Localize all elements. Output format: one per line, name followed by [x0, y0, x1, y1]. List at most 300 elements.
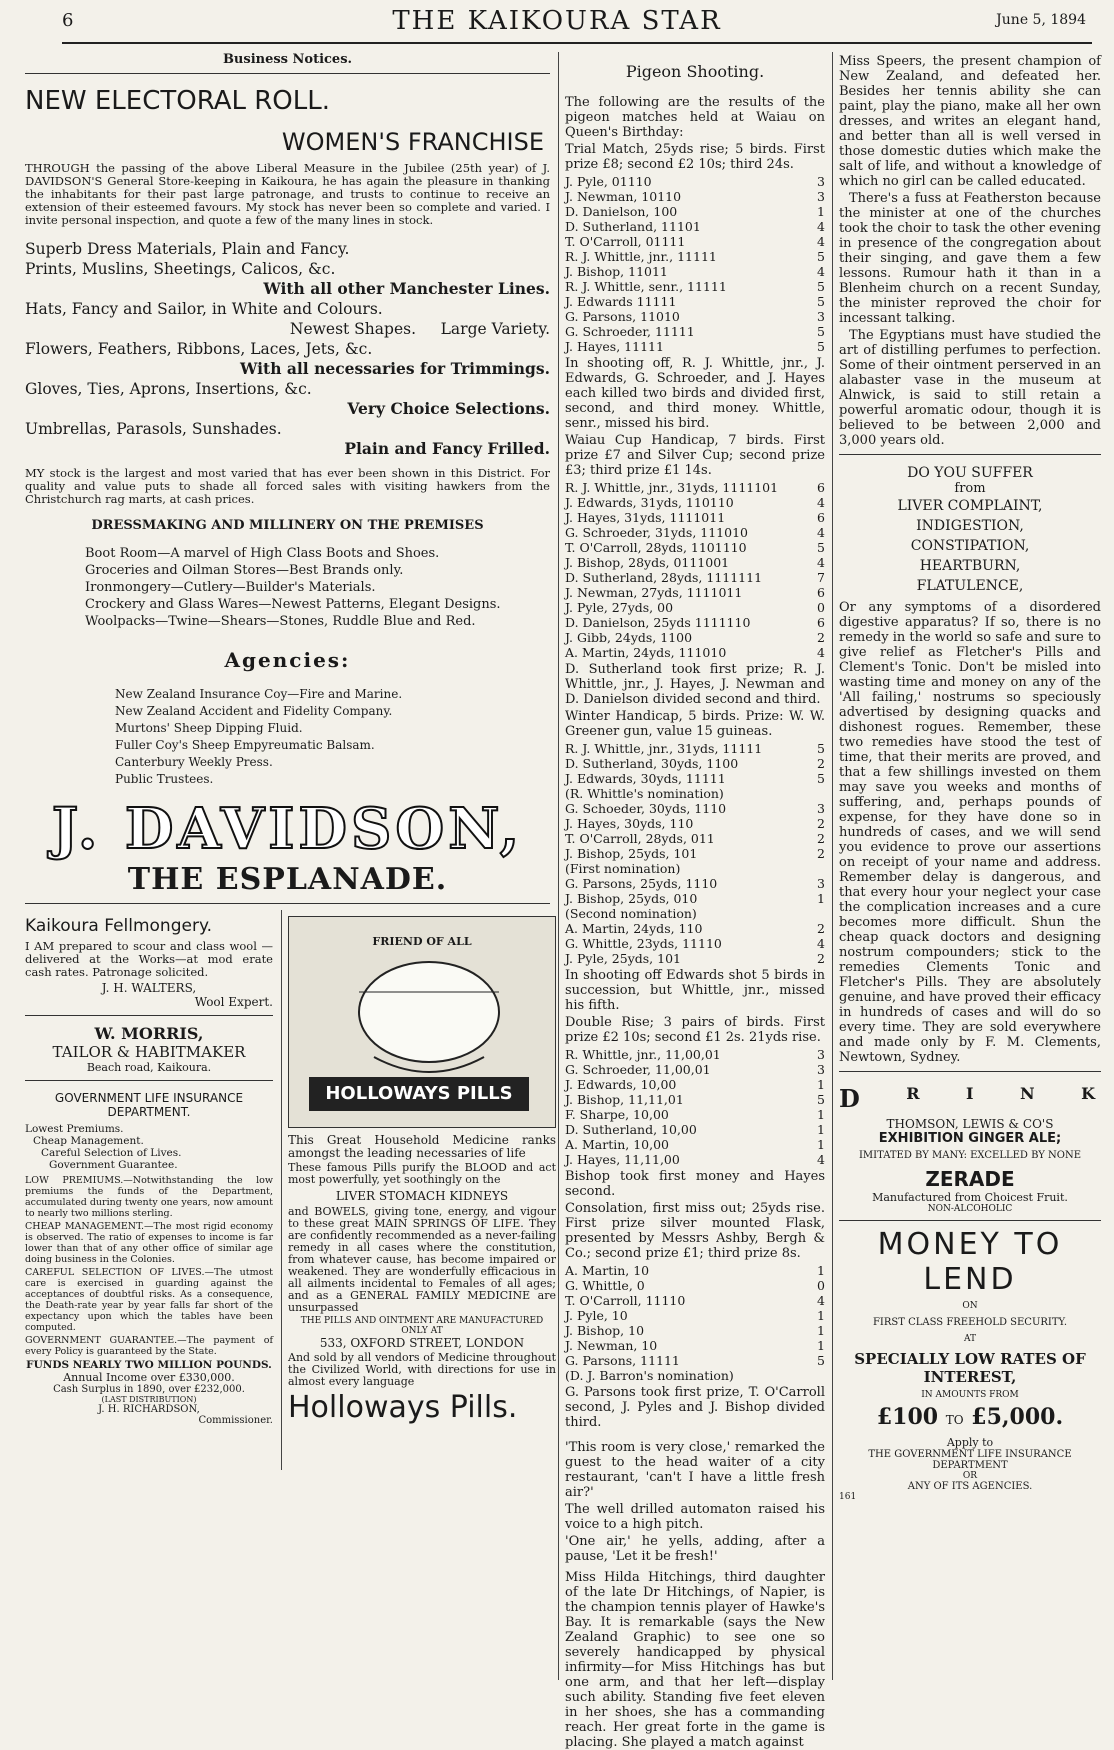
zerade-heading: ZERADE	[925, 1167, 1015, 1191]
result-row	[565, 294, 825, 309]
result-row	[565, 1077, 825, 1092]
result-entry: J. Bishop, 10	[565, 1323, 645, 1338]
imitated-note: IMITATED BY MANY: EXCELLED BY NONE	[858, 1150, 1082, 1161]
result-entry: R. J. Whittle, jnr., 11111	[565, 249, 717, 264]
result-entry: G. Parsons, 11010	[565, 309, 680, 324]
department-item: Woolpacks—Twine—Shears—Stones, Ruddle Blue and Red.	[85, 614, 476, 629]
result-row	[565, 906, 825, 921]
suffer-from: from	[954, 481, 986, 496]
divider	[25, 73, 550, 74]
winter-results	[565, 741, 825, 966]
result-entry: D. Sutherland, 28yds, 1111111	[565, 570, 763, 585]
ailment-item: LIVER COMPLAINT,	[897, 498, 1043, 514]
result-entry: T. O'Carroll, 01111	[565, 234, 686, 249]
gov-surplus-note: (LAST DISTRIBUTION)	[101, 1395, 197, 1404]
suffer-heading: DO YOU SUFFER	[907, 465, 1033, 481]
drink-letter: R	[906, 1084, 920, 1103]
holloway-vendors: And sold by all vendors of Medicine throughout the Civilized World, with directions for use in almost every language	[288, 1351, 556, 1388]
apply-to: Apply to	[946, 1436, 994, 1449]
gov-feature: Careful Selection of Lives.	[41, 1147, 182, 1159]
result-row	[565, 1263, 825, 1278]
result-row	[565, 1152, 825, 1167]
cup-note: D. Sutherland took first prize; R. J. Whittle, jnr., J. Hayes, J. Newman and D. Danielson divided second and third.	[565, 662, 825, 707]
result-row	[565, 1062, 825, 1077]
amount-max: £5,000.	[971, 1404, 1064, 1430]
result-entry: R. J. Whittle, jnr., 31yds, 11111	[565, 741, 763, 756]
result-score: 6	[817, 615, 825, 630]
result-score	[813, 1368, 825, 1383]
result-entry: J. Bishop, 25yds, 101	[565, 846, 698, 861]
anecdote-paragraph: The well drilled automaton raised his voice to a high pitch.	[565, 1502, 825, 1532]
lower-left-ads	[25, 910, 273, 1426]
stock-line: With all necessaries for Trimmings.	[240, 359, 550, 378]
result-row	[565, 771, 825, 786]
result-row	[565, 801, 825, 816]
amount-to: TO	[945, 1413, 964, 1427]
department-item: Ironmongery—Cutlery—Builder's Materials.	[85, 580, 376, 595]
result-row	[565, 1353, 825, 1368]
result-score: 3	[817, 189, 825, 204]
stock-line: Newest Shapes. Large Variety.	[289, 320, 550, 338]
result-row	[565, 891, 825, 906]
morris-heading: W. MORRIS,	[94, 1024, 204, 1043]
result-entry: J. Newman, 10	[565, 1338, 658, 1353]
result-score: 5	[817, 1092, 825, 1107]
stock-line: Superb Dress Materials, Plain and Fancy.	[25, 240, 350, 258]
result-score: 0	[817, 1278, 825, 1293]
result-entry: F. Sharpe, 10,00	[565, 1107, 669, 1122]
result-score: 1	[817, 1323, 825, 1338]
result-score: 4	[817, 219, 825, 234]
divider	[839, 1220, 1101, 1221]
pigeon-heading: Pigeon Shooting.	[625, 62, 765, 81]
gov-commissioner-title: Commissioner.	[198, 1415, 273, 1426]
double-note: Bishop took first money and Hayes second.	[565, 1169, 825, 1199]
result-row	[565, 279, 825, 294]
result-score: 2	[817, 951, 825, 966]
result-row	[565, 540, 825, 555]
result-entry: J. Hayes, 11111	[565, 339, 664, 354]
result-score: 4	[817, 264, 825, 279]
result-score: 2	[817, 846, 825, 861]
result-row	[565, 204, 825, 219]
result-entry: D. Sutherland, 11101	[565, 219, 701, 234]
result-entry: J. Hayes, 11,11,00	[565, 1152, 680, 1167]
agency-item: New Zealand Accident and Fidelity Company.	[115, 704, 393, 718]
gov-feature: Government Guarantee.	[49, 1159, 178, 1171]
result-row	[565, 630, 825, 645]
result-score: 0	[817, 600, 825, 615]
result-entry: J. Pyle, 10	[565, 1308, 628, 1323]
agency-item: Fuller Coy's Sheep Empyreumatic Balsam.	[115, 738, 375, 752]
featherston-paragraph: There's a fuss at Featherston because the minister at one of the churches took the choir to task the other evening in presence of the congregation about their singing, and gave them a few lessons. Rumour hath it than in a Blenheim church on a recent Sunday, the minister reproved the choir for incessant talking.	[839, 191, 1101, 326]
result-row	[565, 1092, 825, 1107]
davidson-intro: THROUGH the passing of the above Liberal Measure in the Jubilee (25th year) of J. DAVIDSON'S General Store-keeping in Kaikoura, he has again the pleasure in thanking the inhabitants for their past large patronage, and trusts to continue to receive an extension of their esteemed favours. My stock has never been so complete and varied. I invite personal inspection, and quote a few of the many lines in stock.	[25, 161, 550, 227]
news-and-ads-column	[832, 52, 1101, 1680]
result-row	[565, 1293, 825, 1308]
result-row	[565, 816, 825, 831]
result-row	[565, 936, 825, 951]
result-entry: R. Whittle, jnr., 11,00,01	[565, 1047, 721, 1062]
result-entry: G. Schroeder, 11,00,01	[565, 1062, 711, 1077]
result-row	[565, 234, 825, 249]
ailment-item: HEARTBURN,	[919, 558, 1021, 574]
result-entry: A. Martin, 24yds, 110	[565, 921, 703, 936]
divider	[25, 1015, 273, 1016]
lower-ads	[25, 910, 556, 1470]
holloway-address: 533, OXFORD STREET, LONDON	[319, 1336, 525, 1350]
agencies-list	[115, 686, 550, 788]
holloway-illustration	[288, 916, 556, 1128]
result-row	[565, 249, 825, 264]
result-row	[565, 480, 825, 495]
result-row	[565, 786, 825, 801]
result-entry: J. Hayes, 30yds, 110	[565, 816, 694, 831]
result-entry: J. Bishop, 11011	[565, 264, 668, 279]
fellmongery-title: Wool Expert.	[194, 995, 273, 1009]
result-entry: G. Whittle, 23yds, 11110	[565, 936, 722, 951]
clements-text: Or any symptoms of a disordered digestive apparatus? If so, there is no remedy in the world so safe and sure to give relief as Fletcher's Pills and Clement's Tonic. Don't be misled into wasting time and money on any of the 'All failing,' nostrums so speciously advertised by designing quacks and dishonest rogues. Remember, these two remedies have stood the test of time, that their merits are proved, and that a few shillings invested on them may save you weeks and months of suffering, and, perhaps pounds of expense, for they have done so in hundreds of cases, and we will send you evidence to prove our assertions on receipt of your name and address. Remember delay is dangerous, and that every hour your neglect your case the complication increases and a cure becomes more difficult. Shun the cheap quack doctors and designing nostrum compounders; stick to the remedies Clements Tonic and Fletcher's Pills. They are absolutely genuine, and have proved their efficacy in hundreds of cases and will do so every time. They are sold everywhere and made only by F. M. Clements, Newtown, Sydney.	[839, 600, 1101, 1065]
result-row	[565, 1122, 825, 1137]
result-entry: (Second nomination)	[565, 906, 697, 921]
result-score: 4	[817, 1293, 825, 1308]
result-score: 5	[817, 771, 825, 786]
result-score: 2	[817, 630, 825, 645]
gov-department: DEPARTMENT	[932, 1460, 1008, 1471]
result-entry: J. Pyle, 27yds, 00	[565, 600, 674, 615]
stock-lines	[25, 239, 550, 459]
result-row	[565, 219, 825, 234]
result-entry: A. Martin, 10	[565, 1263, 650, 1278]
result-score: 4	[817, 234, 825, 249]
result-row	[565, 495, 825, 510]
gov-insurance-name: THE GOVERNMENT LIFE INSURANCE	[868, 1449, 1072, 1460]
cup-heading: Waiau Cup Handicap, 7 birds. First prize £7 and Silver Cup; second prize £3; third prize £1 14s.	[565, 433, 825, 478]
department-item: Crockery and Glass Wares—Newest Patterns, Elegant Designs.	[85, 597, 501, 612]
result-entry: G. Parsons, 11111	[565, 1353, 680, 1368]
result-row	[565, 525, 825, 540]
money-on: ON	[962, 1301, 978, 1311]
zerade-fruit: Manufactured from Choicest Fruit.	[872, 1191, 1068, 1204]
agency-item: Public Trustees.	[115, 772, 214, 786]
gov-funds: FUNDS NEARLY TWO MILLION POUNDS.	[26, 1359, 272, 1371]
result-entry: R. J. Whittle, jnr., 31yds, 1111101	[565, 480, 779, 495]
result-score: 4	[817, 936, 825, 951]
friend-of-all-text: FRIEND OF ALL	[372, 935, 472, 948]
agencies-heading: Agencies:	[224, 648, 351, 672]
fellmongery-text: I AM prepared to scour and class wool —delivered at the Works—at mod erate cash rates. Patronage solicited.	[25, 939, 273, 979]
result-row	[565, 555, 825, 570]
result-score: 4	[817, 495, 825, 510]
interest: INTEREST,	[923, 1368, 1017, 1386]
agency-item: Murtons' Sheep Dipping Fluid.	[115, 721, 303, 735]
ailments-list	[839, 496, 1101, 596]
amount-range	[839, 1404, 1101, 1430]
dressmaking-heading: DRESSMAKING AND MILLINERY ON THE PREMISES	[91, 518, 484, 533]
stock-line: Gloves, Ties, Aprons, Insertions, &c.	[25, 380, 312, 398]
divider	[839, 1071, 1101, 1072]
stock-line: Prints, Muslins, Sheetings, Calicos, &c.	[25, 260, 336, 278]
result-score: 3	[817, 1062, 825, 1077]
holloway-ad	[281, 910, 556, 1470]
result-score: 3	[817, 309, 825, 324]
davidson-logo: J. DAVIDSON,	[51, 796, 524, 862]
result-row	[565, 189, 825, 204]
drink-letter: N	[1020, 1084, 1035, 1103]
pigeon-shooting-column	[558, 52, 825, 1750]
egyptians-paragraph: The Egyptians must have studied the art of distilling perfumes to perfection. Some of their ointment perserved in an alabaster vase in the museum at Alnwick, is said to still retain a powerful aromatic odour, though it is believed to be between 2,000 and 3,000 years old.	[839, 328, 1101, 448]
result-row	[565, 309, 825, 324]
result-entry: J. Pyle, 01110	[565, 174, 652, 189]
result-score: 1	[817, 1338, 825, 1353]
result-row	[565, 615, 825, 630]
result-score: 5	[817, 294, 825, 309]
trial-match-heading: Trial Match, 25yds rise; 5 birds. First prize £8; second £2 10s; third 24s.	[565, 142, 825, 172]
holloway-footer: Holloways Pills.	[288, 1390, 518, 1425]
footer-number: 161	[839, 1492, 857, 1502]
business-notices-heading: Business Notices.	[222, 52, 353, 67]
result-score: 4	[817, 1152, 825, 1167]
trial-note: In shooting off, R. J. Whittle, jnr., J. Edwards, G. Schroeder, and J. Hayes each killed two birds and divided first, second, and third money. Whittle, senr., missed his bird.	[565, 356, 825, 431]
result-row	[565, 1278, 825, 1293]
holloway-text: and BOWELS, giving tone, energy, and vigour to these great MAIN SPRINGS OF LIFE. They are confidently recommended as a never-failing remedy in all cases where the constitution, from whatever cause, has become impaired or weakened. They are wonderfully efficacious in all ailments incidental to Females of all ages; and as a GENERAL FAMILY MEDICINE are unsurpassed	[288, 1205, 556, 1314]
result-row	[565, 861, 825, 876]
result-score: 1	[817, 1107, 825, 1122]
result-entry: T. O'Carroll, 11110	[565, 1293, 686, 1308]
result-entry: (D. J. Barron's nomination)	[565, 1368, 734, 1383]
result-score: 5	[817, 279, 825, 294]
advertisements-column	[25, 52, 556, 1680]
result-score: 5	[817, 741, 825, 756]
ailment-item: CONSTIPATION,	[910, 538, 1030, 554]
electoral-roll-heading: NEW ELECTORAL ROLL.	[25, 86, 331, 116]
fellmongery-heading: Kaikoura Fellmongery.	[25, 916, 212, 936]
holloway-badge-text: HOLLOWAYS PILLS	[325, 1083, 513, 1104]
double-heading: Double Rise; 3 pairs of birds. First prize £2 10s; second £1 2s. 21yds rise.	[565, 1015, 825, 1045]
result-row	[565, 339, 825, 354]
result-entry: G. Parsons, 25yds, 1110	[565, 876, 718, 891]
stock-line: Plain and Fancy Frilled.	[344, 439, 550, 458]
result-entry: D. Danielson, 25yds 1111110	[565, 615, 751, 630]
gov-features	[25, 1123, 273, 1171]
result-entry: J. Edwards 11111	[565, 294, 677, 309]
result-entry: J. Edwards, 30yds, 11111	[565, 771, 726, 786]
holloway-manufactured: THE PILLS AND OINTMENT ARE MANUFACTURED ONLY AT	[300, 1316, 544, 1336]
result-score: 4	[817, 645, 825, 660]
anecdote-paragraph: 'One air,' he yells, adding, after a pause, 'Let it be fresh!'	[565, 1534, 825, 1564]
department-item: Boot Room—A marvel of High Class Boots and Shoes.	[85, 546, 440, 561]
result-entry: D. Sutherland, 30yds, 1100	[565, 756, 739, 771]
pigeon-intro: The following are the results of the pigeon matches held at Waiau on Queen's Birthday:	[565, 95, 825, 140]
gov-surplus: Cash Surplus in 1890, over £232,000.	[53, 1384, 245, 1395]
stock-note: MY stock is the largest and most varied that has ever been shown in this District. For quality and value puts to shade all forced sales with visiting hawkers from the Christchurch rag marts, at cash prices.	[25, 466, 550, 506]
morris-address: Beach road, Kaikoura.	[86, 1061, 212, 1074]
result-entry: R. J. Whittle, senr., 11111	[565, 279, 727, 294]
result-score	[813, 786, 825, 801]
esplanade-heading: THE ESPLANADE.	[127, 862, 448, 897]
result-entry: A. Martin, 10,00	[565, 1137, 670, 1152]
womens-franchise-heading: WOMEN'S FRANCHISE	[281, 128, 544, 156]
result-row	[565, 921, 825, 936]
drink-heading	[839, 1084, 1095, 1113]
winter-heading: Winter Handicap, 5 birds. Prize: W. W. Greener gun, value 15 guineas.	[565, 709, 825, 739]
result-score: 2	[817, 831, 825, 846]
result-row	[565, 876, 825, 891]
gov-paragraph: LOW PREMIUMS.—Notwithstanding the low premiums the funds of the Department, accumulated during twenty one years, now amount to nearly two millions sterling.	[25, 1175, 273, 1219]
agency-item: Canterbury Weekly Press.	[115, 755, 273, 769]
result-entry: J. Gibb, 24yds, 1100	[565, 630, 693, 645]
freehold-security: FIRST CLASS FREEHOLD SECURITY.	[872, 1317, 1068, 1328]
drink-letter: K	[1081, 1084, 1095, 1103]
result-row	[565, 846, 825, 861]
gov-commissioner-name: J. H. RICHARDSON,	[98, 1404, 200, 1415]
holloway-text: These famous Pills purify the BLOOD and act most powerfully, yet soothingly on the	[288, 1161, 556, 1186]
or-text: OR	[962, 1471, 978, 1481]
gov-income: Annual Income over £330,000.	[63, 1371, 235, 1384]
lend-heading: LEND	[923, 1262, 1017, 1297]
thomson-lewis: THOMSON, LEWIS & CO'S	[886, 1117, 1054, 1131]
result-row	[565, 741, 825, 756]
consolation-heading: Consolation, first miss out; 25yds rise. First prize silver mounted Flask, presented by Messrs Ashby, Bergh & Co.; second prize £1; third prize 8s.	[565, 1201, 825, 1261]
result-entry: J. Bishop, 11,11,01	[565, 1092, 684, 1107]
consolation-results	[565, 1263, 825, 1383]
tailor-heading: TAILOR & HABITMAKER	[52, 1043, 246, 1061]
result-row	[565, 1323, 825, 1338]
result-entry: (First nomination)	[565, 861, 681, 876]
ailment-item: INDIGESTION,	[916, 518, 1024, 534]
trial-results	[565, 174, 825, 354]
result-entry: G. Schoeder, 30yds, 1110	[565, 801, 727, 816]
divider	[25, 903, 550, 904]
result-entry: J. Edwards, 31yds, 110110	[565, 495, 734, 510]
result-entry: A. Martin, 24yds, 111010	[565, 645, 727, 660]
result-entry: J. Newman, 10110	[565, 189, 682, 204]
result-score: 3	[817, 876, 825, 891]
drink-letter: D	[839, 1084, 860, 1113]
result-row	[565, 1308, 825, 1323]
result-score: 5	[817, 1353, 825, 1368]
money-at: AT	[963, 1334, 976, 1344]
exhibition-ginger-ale: EXHIBITION GINGER ALE;	[878, 1131, 1062, 1146]
result-entry: D. Sutherland, 10,00	[565, 1122, 697, 1137]
newspaper-title: THE KAIKOURA STAR	[392, 6, 722, 36]
result-score: 1	[817, 1122, 825, 1137]
result-entry: G. Schroeder, 11111	[565, 324, 695, 339]
masthead	[0, 0, 1114, 40]
result-entry: T. O'Carroll, 28yds, 011	[565, 831, 715, 846]
stock-line: Umbrellas, Parasols, Sunshades.	[25, 420, 282, 438]
divider	[25, 1080, 273, 1081]
low-rates: SPECIALLY LOW RATES OF	[854, 1350, 1086, 1368]
result-row	[565, 585, 825, 600]
gov-insurance-heading: GOVERNMENT LIFE INSURANCE DEPARTMENT.	[54, 1091, 244, 1119]
result-row	[565, 324, 825, 339]
result-score: 1	[817, 1308, 825, 1323]
stock-line: Flowers, Feathers, Ribbons, Laces, Jets, &c.	[25, 340, 373, 358]
gov-feature: Cheap Management.	[33, 1135, 144, 1147]
anecdote-paragraph: 'This room is very close,' remarked the guest to the head waiter of a city restaurant, 'can't I have a little fresh air?'	[565, 1440, 825, 1500]
divider	[839, 454, 1101, 455]
speers-paragraph: Miss Speers, the present champion of New Zealand, and defeated her. Besides her tennis ability she can paint, play the piano, make all her own dresses, and writes an elegant hand, and better than all is well versed in those domestic duties which make the salt of life, and without a knowledge of which no girl can be called educated.	[839, 54, 1101, 189]
result-entry: J. Hayes, 31yds, 1111011	[565, 510, 726, 525]
result-score: 3	[817, 801, 825, 816]
winter-note: In shooting off Edwards shot 5 birds in succession, but Whittle, jnr., missed his fifth.	[565, 968, 825, 1013]
result-score: 6	[817, 510, 825, 525]
result-row	[565, 1368, 825, 1383]
double-results	[565, 1047, 825, 1167]
result-score: 6	[817, 480, 825, 495]
result-score: 5	[817, 540, 825, 555]
result-score: 5	[817, 339, 825, 354]
result-entry: J. Edwards, 10,00	[565, 1077, 677, 1092]
result-entry: D. Danielson, 100	[565, 204, 678, 219]
amounts-from: IN AMOUNTS FROM	[921, 1390, 1019, 1400]
page-number: 6	[62, 10, 74, 31]
drink-letter: I	[966, 1084, 974, 1103]
result-row	[565, 756, 825, 771]
result-score: 1	[817, 1137, 825, 1152]
stock-line: With all other Manchester Lines.	[263, 279, 550, 298]
result-row	[565, 510, 825, 525]
result-row	[565, 1047, 825, 1062]
result-entry: T. O'Carroll, 28yds, 1101110	[565, 540, 747, 555]
result-score: 3	[817, 1047, 825, 1062]
ailment-item: FLATULENCE,	[916, 578, 1024, 594]
result-row	[565, 264, 825, 279]
result-row	[565, 1107, 825, 1122]
any-agencies: ANY OF ITS AGENCIES.	[907, 1481, 1033, 1492]
result-score: 4	[817, 525, 825, 540]
result-entry: G. Schroeder, 31yds, 111010	[565, 525, 748, 540]
result-entry: J. Newman, 27yds, 1111011	[565, 585, 743, 600]
department-item: Groceries and Oilman Stores—Best Brands only.	[85, 563, 404, 578]
result-score: 4	[817, 555, 825, 570]
result-row	[565, 1137, 825, 1152]
result-score: 1	[817, 891, 825, 906]
fellmongery-signer: J. H. WALTERS,	[101, 981, 197, 995]
zerade-nonalcoholic: NON-ALCOHOLIC	[927, 1204, 1013, 1214]
result-entry: J. Pyle, 25yds, 101	[565, 951, 681, 966]
result-entry: G. Whittle, 0	[565, 1278, 645, 1293]
result-score: 1	[817, 1077, 825, 1092]
result-score: 3	[817, 174, 825, 189]
issue-date: June 5, 1894	[996, 12, 1086, 28]
gov-paragraph: CAREFUL SELECTION OF LIVES.—The utmost care is exercised in guarding against the acceptances of doubtful risks. As a consequence, the Death-rate year by year falls far short of the expectancy upon which the tables have been computed.	[25, 1267, 273, 1333]
result-score: 1	[817, 1263, 825, 1278]
result-row	[565, 1338, 825, 1353]
result-score: 6	[817, 585, 825, 600]
stock-line: Hats, Fancy and Sailor, in White and Colours.	[25, 300, 383, 318]
result-score: 7	[817, 570, 825, 585]
holloway-heading: This Great Household Medicine ranks amongst the leading necessaries of life	[288, 1133, 556, 1160]
result-score: 2	[817, 756, 825, 771]
result-score: 2	[817, 816, 825, 831]
consolation-note: G. Parsons took first prize, T. O'Carroll second, J. Pyles and J. Bishop divided third.	[565, 1385, 825, 1430]
departments-list	[85, 545, 550, 630]
result-row	[565, 570, 825, 585]
result-entry: J. Bishop, 28yds, 0111001	[565, 555, 730, 570]
gov-paragraph: GOVERNMENT GUARANTEE.—The payment of every Policy is guaranteed by the State.	[25, 1335, 273, 1357]
result-entry: J. Bishop, 25yds, 010	[565, 891, 698, 906]
result-row	[565, 174, 825, 189]
result-score	[813, 861, 825, 876]
money-heading: MONEY TO	[877, 1227, 1063, 1262]
result-row	[565, 951, 825, 966]
stock-line: Very Choice Selections.	[347, 399, 550, 418]
result-score: 2	[817, 921, 825, 936]
result-score: 5	[817, 249, 825, 264]
holloway-organs: LIVER STOMACH KIDNEYS	[335, 1189, 509, 1203]
